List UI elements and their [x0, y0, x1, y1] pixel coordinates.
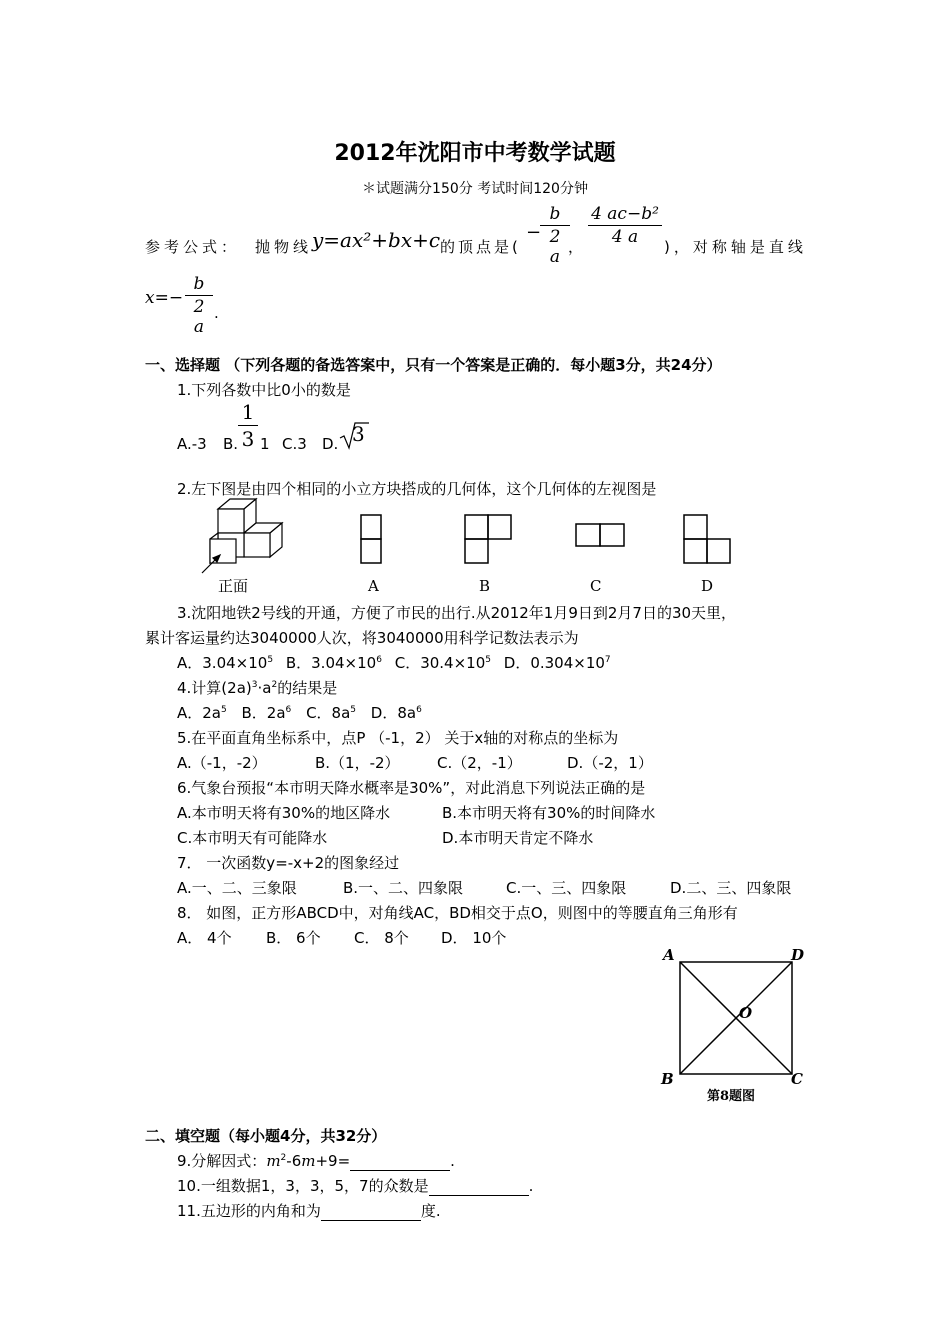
figure-caption: 第8题图: [707, 1089, 756, 1104]
q3-option-a: A．3.04×10: [177, 654, 268, 672]
q4-option-b-exp: 6: [285, 705, 292, 715]
q9-expr-m1: m: [266, 1152, 281, 1170]
vertex-y-denominator: 4 a: [611, 227, 639, 247]
q6-option-d: D.本市明天肯定不降水: [442, 829, 594, 847]
q7-option-d: D.二、三、四象限: [670, 879, 792, 897]
q1-fraction-numerator: 1: [241, 400, 255, 424]
q10-answer-blank[interactable]: [429, 1177, 529, 1196]
q3-option-c-exp: 5: [485, 655, 491, 665]
q8-option-a: A． 4个: [177, 929, 232, 947]
q3-options: [177, 652, 611, 673]
view-a: [361, 515, 381, 563]
q3-line2: 累计客运量约达3040000人次，将3040000用科学记数法表示为: [145, 629, 579, 647]
axis-numerator: b: [193, 274, 205, 294]
q1-option-b: B.: [223, 435, 239, 453]
q9-expr-d: +9=: [315, 1152, 351, 1170]
q11-stem: 11.五边形的内角和为: [177, 1202, 321, 1220]
vertex-x-numerator: b: [549, 204, 561, 224]
q5-option-a: A.（-1，-2）: [177, 754, 267, 772]
q11: [177, 1200, 441, 1221]
q9-expr-exp: 2: [280, 1153, 287, 1163]
view-d: [684, 515, 730, 563]
label-b: B: [479, 577, 491, 595]
q4-stem-b: ·a: [257, 679, 272, 697]
q4-option-c-exp: 5: [350, 705, 357, 715]
comma: ，: [568, 238, 584, 256]
q5-option-c: C.（2，-1）: [437, 754, 522, 772]
q1-option-c: C.3: [282, 435, 307, 453]
q4-option-c: C．8a: [306, 704, 351, 722]
q2-stem: 2.左下图是由四个相同的小立方块搭成的几何体，这个几何体的左视图是: [177, 480, 657, 498]
q4-stem: [177, 677, 337, 698]
vertex-d: D: [791, 946, 805, 964]
q3-option-a-exp: 5: [267, 655, 274, 665]
q10-end: .: [528, 1177, 534, 1195]
q10-stem: 10.一组数据1，3，3，5，7的众数是: [177, 1177, 429, 1195]
label-c: C: [590, 577, 602, 595]
q5-option-b: B.（1，-2）: [315, 754, 400, 772]
formula-label: 参考公式：: [145, 238, 241, 256]
axis-denominator: 2 a: [193, 297, 205, 337]
q1-stem: 1.下列各数中比0小的数是: [177, 381, 351, 399]
q8-option-d: D． 10个: [441, 929, 507, 947]
q7-stem: 7． 一次函数y=-x+2的图象经过: [177, 854, 400, 872]
q1-fraction-denominator: 3: [241, 427, 255, 451]
q4-stem-exp2: 2: [271, 680, 278, 690]
q1-option-b-tail: 1: [260, 435, 270, 453]
q4-option-d-exp: 6: [416, 705, 422, 715]
q4-option-a: A．2a: [177, 704, 221, 722]
section1-heading: 一、选择题 （下列各题的备选答案中，只有一个答案是正确的．每小题3分，共24分）: [145, 356, 722, 374]
label-a: A: [368, 577, 379, 595]
q3-option-d-exp: 7: [604, 655, 611, 665]
q9-end: .: [450, 1152, 455, 1170]
vertex-x-denominator: 2 a: [549, 227, 561, 267]
q10: [177, 1175, 533, 1196]
q3-line1: 3.沈阳地铁2号线的开通，方便了市民的出行.从2012年1月9日到2月7日的30天里，: [177, 604, 737, 622]
q9-stem: 9.分解因式：: [177, 1152, 267, 1170]
q4-option-b: B．2a: [241, 704, 286, 722]
q6-stem: 6.气象台预报“本市明天降水概率是30%”，对此消息下列说法正确的是: [177, 779, 646, 797]
parabola-equation: y=ax²+bx+c: [312, 228, 441, 252]
axis-text: )，对称轴是直线: [664, 238, 807, 256]
vertex-y-fraction: [588, 204, 662, 247]
label-d: D: [701, 577, 714, 595]
q3-option-b-exp: 6: [376, 655, 382, 665]
page-title: 2012年沈阳市中考数学试题: [334, 141, 616, 166]
vertex-text: 的顶点是(: [440, 238, 521, 256]
q3-option-b: B．3.04×10: [285, 654, 377, 672]
q6-option-c: C.本市明天有可能降水: [177, 829, 328, 847]
section2-heading: 二、填空题（每小题4分，共32分）: [145, 1127, 387, 1145]
view-b: [465, 515, 511, 563]
axis-period: .: [214, 304, 219, 322]
vertex-y-numerator: 4 ac−b²: [591, 204, 659, 224]
vertex-c: C: [791, 1070, 803, 1088]
q5-stem: 5.在平面直角坐标系中，点P （-1，2） 关于x轴的对称点的坐标为: [177, 729, 619, 747]
q7-option-c: C.一、三、四象限: [506, 879, 627, 897]
view-c: [576, 524, 624, 546]
q9-expr-b: -6: [286, 1152, 302, 1170]
q11-answer-blank[interactable]: [321, 1202, 421, 1221]
q1-option-d: D.: [322, 435, 339, 453]
q9: [177, 1150, 455, 1171]
vertex-x-fraction: [540, 204, 570, 267]
q4-stem-c: 的结果是: [277, 679, 338, 697]
q6-option-a: A.本市明天将有30%的地区降水: [177, 804, 391, 822]
q1-fraction: [238, 400, 258, 451]
q3-option-c: C．30.4×10: [394, 654, 486, 672]
q6-option-b: B.本市明天将有30%的时间降水: [442, 804, 656, 822]
page-subtitle: ＊试题满分150分 考试时间120分钟: [362, 181, 588, 197]
q3-option-d: D．0.304×10: [503, 654, 605, 672]
axis-fraction: [185, 274, 213, 337]
q1-option-a: A.-3: [177, 435, 207, 453]
q4-option-d: D．8a: [370, 704, 417, 722]
q7-option-b: B.一、二、四象限: [343, 879, 464, 897]
q2-figures: [200, 495, 760, 600]
q5-option-d: D.（-2，1）: [567, 754, 653, 772]
q8-stem: 8． 如图，正方形ABCD中，对角线AC，BD相交于点O，则图中的等腰直角三角形有: [177, 904, 738, 922]
square-figure: [655, 940, 815, 1105]
q11-end: 度.: [420, 1202, 441, 1220]
q4-option-a-exp: 5: [221, 705, 227, 715]
cube-stack-figure: [202, 499, 282, 573]
formula-lead: 抛物线: [255, 238, 313, 256]
axis-lhs: x=−: [145, 288, 184, 308]
q4-options: [177, 702, 422, 723]
q8-option-c: C． 8个: [354, 929, 409, 947]
front-label: 正面: [218, 577, 249, 595]
q4-stem-exp1: 3: [251, 680, 258, 690]
minus-sign: −: [526, 222, 542, 243]
vertex-b: B: [661, 1070, 674, 1088]
q4-stem-a: 4.计算(2a): [177, 679, 252, 697]
q1-sqrt-argument: 3: [352, 422, 365, 446]
q8-option-b: B． 6个: [266, 929, 321, 947]
point-o: O: [739, 1004, 753, 1022]
q9-answer-blank[interactable]: [350, 1152, 450, 1171]
vertex-a: A: [663, 946, 675, 964]
q7-option-a: A.一、二、三象限: [177, 879, 297, 897]
q9-expr-m2: m: [301, 1152, 316, 1170]
